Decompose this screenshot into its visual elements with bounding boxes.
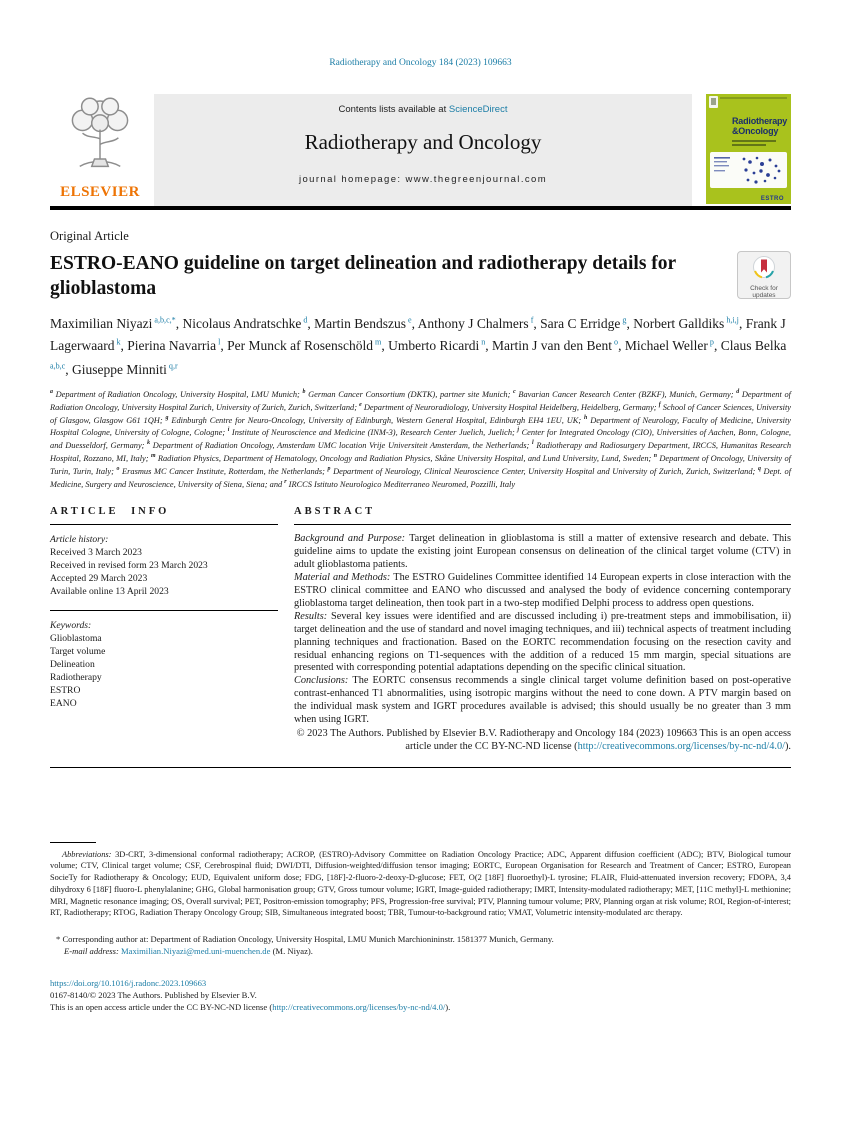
author-affiliation-sup: d	[301, 315, 308, 324]
journal-reference: Radiotherapy and Oncology 184 (2023) 109663	[329, 58, 512, 68]
author: Per Munck af Rosenschöld $^m$,	[227, 337, 389, 353]
history-line: Received in revised form 23 March 2023	[50, 560, 208, 572]
keyword: Target volume	[50, 646, 106, 658]
keyword: Glioblastoma	[50, 633, 102, 645]
license-link[interactable]: http://creativecommons.org/licenses/by-nc-nd/4.0/	[272, 1002, 446, 1012]
cover-title	[732, 116, 787, 136]
author-affiliation-sup: q,r	[166, 361, 178, 370]
check-for-updates-label: Check for updates	[750, 285, 778, 299]
affiliation-sup: q	[757, 465, 761, 472]
abstract-paragraph	[294, 611, 791, 676]
author-affiliation-sup: g	[620, 315, 627, 324]
title-row	[50, 251, 791, 301]
rule	[50, 610, 278, 611]
affiliation-sup: e	[359, 401, 362, 408]
copyright-suffix: ).	[784, 740, 791, 752]
keyword: ESTRO	[50, 685, 81, 697]
author-affiliation-sup: a,b,c,*	[152, 315, 176, 324]
abstract-paragraph	[294, 675, 791, 727]
article-history-label: Article history:	[50, 534, 109, 546]
keywords-list	[50, 632, 278, 710]
affiliation-sup: h	[584, 414, 588, 421]
keyword: Radiotherapy	[50, 672, 102, 684]
abstract-body	[294, 533, 791, 727]
affiliations	[50, 387, 791, 489]
history-line: Accepted 29 March 2023	[50, 573, 148, 585]
keyword: Delineation	[50, 659, 95, 671]
check-for-updates-badge[interactable]	[737, 251, 791, 299]
author-affiliation-sup: k	[114, 337, 121, 346]
abstract-paragraph-text: The EORTC consensus recommends a single clinical target volume definition based on post-operative contrast-enhanced T1 abnormalities, using isotropic margins without the need to cone down. A PTV margin based on the individual mask system and IGRT procedures available is advised; this should usually be no greater than 3 mm when using IGRT.	[294, 675, 792, 726]
affiliation-text: Dept. of Medicine, Surgery and Neuroscience, University of Siena, Siena; and	[50, 466, 792, 489]
contents-line	[154, 104, 692, 115]
affiliation-text: Bavarian Cancer Research Center (BZKF), Munich, Germany;	[515, 389, 737, 399]
affiliation-text: Department of Radiation Oncology, University Hospital Zurich, University of Zurich, Zurich, Switzerland;	[50, 389, 791, 412]
elsevier-tree-icon	[54, 94, 146, 183]
email-suffix: (M. Niyaz).	[270, 946, 313, 956]
author-affiliation-sup: e	[406, 315, 412, 324]
info-abstract-section	[50, 506, 791, 767]
author: Michael Weller $^p$,	[624, 337, 721, 353]
affiliation-text: Radiotherapy and Radiosurgery Department, IRCCS, Humanitas Research Hospital, Rozzano, MI, Italy;	[50, 440, 792, 463]
affiliation-sup: k	[147, 440, 151, 447]
author: Sara C Erridge $^g$,	[540, 315, 634, 331]
abbreviations-text: 3D-CRT, 3-dimensional conformal radiotherapy; ACROP, (ESTRO)-Advisory Committee on Radiation Oncology Practice; ADC, Apparent diffusion coefficient (ADC); BTV, Biological tumour volume; CTV, Clinical target volume; CSF, Cerebrospinal fluid; DWI/DTI, Diffusion-weighted/diffusion tensor imaging; EORTC, European Organisation for Research and Treatment of Cancer; ESTRO, European SocieTy for Radiotherapy & Oncology; EUD, Equivalent uniform dose; FDG, [18F]-2-fluoro-2-deoxy-D-glucose; FET, O(2 [18F] fluoroethyl)-L tyrosine; FLAIR, Fluid-attenuated inversion recovery; FDOPA, 3,4 dihydroxy 6 [18F] fluoro-L phenylalanine; GHG, Global harmonisation group; GTV, Gross tumour volume; IGRT, Image-guided radiotherapy; IMRT, Intensity-modulated radiotherapy; MET, [11C methyl]-L methionine; MRI, Magnetic resonance imaging; OS, Overall survival; PET, Positron-emission tomography; PFS, Progression-free survival; PTV, Planning tumour volume; PRV, Planning organ at risk volume; ROI, Region-of-interest; RT, Radiotherapy; RTOG, Radiation Therapy Oncology Group; SIB, Simultaneous integrated boost; TBR, Tumour-to-background ratio; VMAT, Volumetric intensity-modulated arc therapy.	[50, 849, 792, 918]
email-link[interactable]: Maximilian.Niyazi@med.uni-muenchen.de	[120, 946, 271, 956]
affiliation-text: Department of Neurology, Clinical Neuroscience Center, University Hospital and University of Zurich, Zurich, Switzerland;	[330, 466, 758, 476]
affiliation-sup: a	[50, 389, 53, 395]
abbreviations-footnote	[50, 849, 791, 919]
affiliation-text: Institute of Neuroscience and Medicine (INM-3), Research Center Juelich, Juelich;	[229, 428, 518, 438]
author-affiliation-sup: f	[528, 315, 534, 324]
affiliation-sup: p	[327, 465, 331, 472]
keywords-label: Keywords:	[50, 620, 92, 632]
abstract-paragraph-label: Results:	[294, 610, 331, 622]
affiliation-sup: g	[165, 414, 169, 421]
affiliation-text: Center for Integrated Oncology (CIO), Universities of Aachen, Bonn, Cologne, and Duesseldorf, Germany;	[50, 428, 792, 450]
abstract-paragraph-label: Material and Methods:	[294, 572, 394, 584]
affiliation-sup: m	[150, 452, 156, 459]
corresponding-author-note: * Corresponding author at: Department of Radiation Oncology, University Hospital, LMU Munich Marchionininstr. 1581377 Munich, Germany.	[56, 934, 554, 944]
author: Frank J Lagerwaard $^k$,	[50, 315, 786, 353]
author-affiliation-sup: a,b,c	[50, 361, 66, 370]
issn-copyright-line: 0167-8140/© 2023 The Authors. Published by Elsevier B.V.	[50, 990, 257, 1000]
author: Maximilian Niyazi $^{a,b,c,*}$,	[50, 315, 183, 331]
author-affiliation-sup: l	[216, 337, 221, 346]
affiliation-sup: d	[736, 389, 740, 395]
rule	[294, 524, 791, 525]
author: Pierina Navarria $^l$,	[127, 337, 228, 353]
abstract-paragraph	[294, 572, 791, 611]
article-info-heading: ARTICLE INFO	[50, 506, 170, 518]
copyright-license-link[interactable]: http://creativecommons.org/licenses/by-nc-nd/4.0/	[577, 740, 785, 752]
sciencedirect-link[interactable]: ScienceDirect	[448, 104, 508, 115]
affiliation-text: School of Cancer Sciences, University of Glasgow, Glasgow G61 1QH;	[50, 402, 791, 425]
author: Martin J van den Bent $^o$,	[492, 337, 625, 353]
abstract-paragraph-label: Background and Purpose:	[294, 533, 410, 545]
history-line: Available online 13 April 2023	[50, 586, 169, 598]
license-line	[50, 1001, 791, 1013]
affiliation-text: Department of Oncology, University of Turin, Turin, Italy;	[50, 453, 791, 476]
affiliation-sup: i	[227, 427, 230, 434]
keyword: EANO	[50, 698, 77, 710]
license-prefix: This is an open access article under the CC BY-NC-ND license (	[50, 1002, 273, 1012]
abstract-copyright	[294, 728, 791, 754]
article-title: ESTRO-EANO guideline on target delineation and radiotherapy details for glioblastoma	[50, 253, 676, 299]
affiliation-sup: j	[517, 427, 520, 434]
author-affiliation-sup: o	[612, 337, 619, 346]
elsevier-logo[interactable]	[50, 94, 150, 206]
doi-link[interactable]: https://doi.org/10.1016/j.radonc.2023.109663	[50, 978, 207, 988]
article-info-column	[50, 506, 278, 753]
abstract-paragraph-text: The ESTRO Guidelines Committee identified 14 European experts in close interaction with the ESTRO clinical committee and EANO who discussed and analysed the body of evidence concerning contemporary glioblastoma target delineation, then took part in a two-step modified Delphi process to address open questions.	[294, 572, 791, 609]
affiliation-text: Edinburgh Centre for Neuro-Oncology, University of Edinburgh, Western General Hospital, Edinburgh EH4 1EU, UK;	[168, 415, 585, 425]
abstract-paragraph-text: Several key issues were identified and are discussed including i) pre-treatment steps and immobilisation, ii) target delineation and the use of standard and novel imaging techniques, and iii) technical aspects of treatment including planning techniques and fractionation. Based on the EORTC recommendation focusing on the resection cavity and residual enhancing regions on T1-sequences with the addition of a reduced 15 mm margin, special situations are presented with corresponding potential adaptations depending on the specific clinical situation.	[294, 610, 791, 674]
author: Martin Bendszus $^e$,	[314, 315, 418, 331]
author-affiliation-sup: p	[707, 337, 714, 346]
author: Norbert Galldiks $^{h,i,j}$,	[633, 315, 746, 331]
article-history-list	[50, 546, 278, 598]
license-suffix: ).	[445, 1002, 451, 1012]
email-label: E-mail address:	[64, 946, 119, 956]
cover-subtitle-bars	[732, 140, 776, 148]
journal-title: Radiotherapy and Oncology	[304, 130, 542, 154]
cover-publisher-mark	[709, 96, 718, 108]
abstract-paragraph-text: Target delineation in glioblastoma is still a matter of extensive research and debate. This guideline aims to update the existing joint European consensus on delineation of the clinical target volume (CTV) in adult glioblastoma patients.	[294, 533, 791, 571]
affiliation-text: Department of Neurology, Faculty of Medicine, University Hospital Cologne, University of Cologne, Cologne;	[50, 415, 791, 438]
author-affiliation-sup: m	[373, 337, 382, 346]
check-for-updates-icon	[752, 255, 776, 284]
author: Nicolaus Andratschke $^d$,	[182, 315, 315, 331]
contents-prefix: Contents lists available at	[338, 104, 449, 115]
rule	[50, 524, 278, 525]
cover-estro-label: ESTRO	[760, 196, 784, 202]
affiliation-sup: r	[284, 478, 287, 485]
abstract-heading: ABSTRACT	[294, 506, 376, 518]
affiliation-sup: c	[513, 389, 516, 395]
author: Umberto Ricardi $^n$,	[388, 337, 493, 353]
journal-homepage-link[interactable]: journal homepage: www.thegreenjournal.com	[298, 174, 548, 185]
affiliation-text: Department of Neuroradiology, University Hospital Heidelberg, Heidelberg, Germany;	[361, 402, 659, 412]
affiliation-text: Department of Radiation Oncology, University Hospital, LMU Munich;	[52, 389, 303, 399]
affiliation-text: Erasmus MC Cancer Institute, Rotterdam, the Netherlands;	[119, 466, 328, 476]
affiliation-sup: f	[658, 401, 661, 408]
affiliation-text: Department of Radiation Oncology, Amsterdam UMC location Vrije Universiteit Amsterdam, the Netherlands;	[150, 440, 533, 450]
author-list	[50, 311, 791, 379]
affiliation-sup: l	[532, 440, 534, 447]
article-type: Original Article	[50, 229, 129, 243]
affiliation-sup: b	[302, 389, 306, 395]
journal-cover-thumbnail[interactable]	[706, 94, 791, 204]
affiliation-text: German Cancer Consortium (DKTK), partner site Munich;	[305, 389, 514, 399]
affiliation-text: Radiation Physics, Department of Hematology, Oncology and Radiation Physics, Skåne University Hospital, and Lund University, Lund, Sweden;	[155, 453, 654, 463]
author: Anthony J Chalmers $^f$,	[417, 315, 541, 331]
abstract-paragraph	[294, 533, 791, 572]
author-affiliation-sup: h,i,j	[724, 315, 739, 324]
journal-masthead	[154, 94, 692, 206]
author: Claus Belka $^{a,b,c}$,	[50, 337, 787, 377]
author-affiliation-sup: n	[479, 337, 486, 346]
cover-issue-strip	[720, 97, 787, 99]
footnote-separator	[50, 842, 96, 843]
history-line: Received 3 March 2023	[50, 547, 142, 559]
header-divider	[50, 206, 791, 210]
abbreviations-label: Abbreviations:	[62, 849, 112, 859]
journal-header	[50, 94, 791, 206]
affiliation-sup: o	[116, 465, 120, 472]
affiliation-text: IRCCS Istituto Neurologico Mediterraneo Neuromed, Pozzilli, Italy	[286, 479, 516, 489]
email-line	[50, 945, 791, 957]
cover-title-line2: &Oncology	[732, 126, 779, 136]
copyright-text: © 2023 The Authors. Published by Elsevier B.V. Radiotherapy and Oncology 184 (2023) 109663 This is an open access article under the CC BY-NC-ND license (	[296, 727, 791, 752]
abstract-paragraph-label: Conclusions:	[294, 675, 353, 687]
author: Giuseppe Minniti $^{q,r}$	[72, 361, 178, 377]
cover-scatter-panel	[710, 152, 787, 188]
elsevier-wordmark: ELSEVIER	[60, 184, 140, 200]
abstract-column	[294, 506, 791, 753]
cover-title-line1: Radiotherapy	[732, 116, 788, 126]
affiliation-sup: n	[653, 452, 657, 459]
